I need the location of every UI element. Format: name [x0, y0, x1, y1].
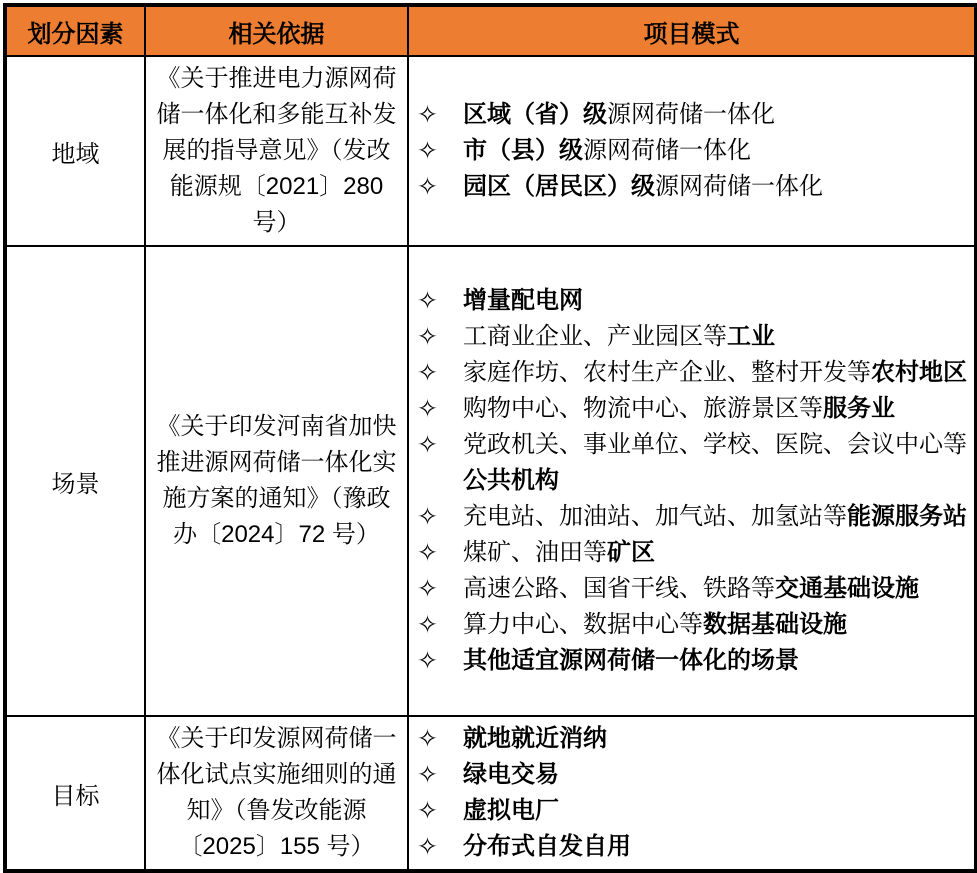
- header-related-basis: 相关依据: [145, 5, 408, 56]
- mode-text-bold: 增量配电网: [463, 287, 583, 314]
- diamond-bullet-icon: ✧: [417, 797, 438, 825]
- mode-list-item: [415, 571, 968, 607]
- factor-cell: 地域: [5, 56, 145, 246]
- mode-list-item: [415, 319, 968, 355]
- diamond-bullet-icon: ✧: [417, 725, 438, 753]
- table-row: [5, 716, 976, 871]
- mode-text: 高速公路、国省干线、铁路等: [463, 575, 775, 602]
- mode-text-bold: 绿电交易: [463, 761, 559, 788]
- header-row: [5, 5, 976, 56]
- project-mode-table: [3, 3, 977, 873]
- mode-text: 源网荷储一体化: [583, 137, 751, 164]
- mode-text: 源网荷储一体化: [655, 173, 823, 200]
- mode-text-bold: 服务业: [823, 395, 895, 422]
- mode-list-item: [415, 169, 968, 205]
- diamond-bullet-icon: ✧: [417, 101, 438, 129]
- mode-list: [415, 97, 968, 205]
- mode-text-bold: 能源服务站: [847, 503, 967, 530]
- modes-cell: [408, 246, 976, 716]
- mode-text-bold: 交通基础设施: [775, 575, 919, 602]
- mode-text: 源网荷储一体化: [607, 101, 775, 128]
- mode-list-item: [415, 535, 968, 571]
- mode-text-bold: 公共机构: [463, 467, 559, 494]
- mode-list: [415, 721, 968, 865]
- mode-list-item: [415, 97, 968, 133]
- basis-cell: 《关于印发源网荷储一体化试点实施细则的通知》（鲁发改能源〔2025〕155 号）: [145, 716, 408, 871]
- mode-list-item: [415, 391, 968, 427]
- mode-text: 煤矿、油田等: [463, 539, 607, 566]
- mode-list-item: [415, 499, 968, 535]
- mode-text-bold: 区域（省）级: [463, 101, 607, 128]
- mode-text-bold: 市（县）级: [463, 137, 583, 164]
- mode-list-item: [415, 829, 968, 865]
- basis-cell: 《关于推进电力源网荷储一体化和多能互补发展的指导意见》（发改能源规〔2021〕280 号）: [145, 56, 408, 246]
- mode-text-bold: 数据基础设施: [703, 611, 847, 638]
- diamond-bullet-icon: ✧: [417, 137, 438, 165]
- diamond-bullet-icon: ✧: [417, 575, 438, 603]
- factor-cell: 场景: [5, 246, 145, 716]
- header-division-factor: 划分因素: [5, 5, 145, 56]
- diamond-bullet-icon: ✧: [417, 287, 438, 315]
- mode-list-item: [415, 427, 968, 499]
- mode-text: 算力中心、数据中心等: [463, 611, 703, 638]
- mode-list-item: [415, 643, 968, 679]
- mode-list-item: [415, 283, 968, 319]
- basis-cell: 《关于印发河南省加快推进源网荷储一体化实施方案的通知》（豫政办〔2024〕72 号）: [145, 246, 408, 716]
- diamond-bullet-icon: ✧: [417, 431, 438, 459]
- mode-text-bold: 园区（居民区）级: [463, 173, 655, 200]
- table-row: [5, 246, 976, 716]
- diamond-bullet-icon: ✧: [417, 323, 438, 351]
- mode-list-item: [415, 607, 968, 643]
- modes-cell: [408, 716, 976, 871]
- mode-text-bold: 就地就近消纳: [463, 725, 607, 752]
- mode-text: 工商业企业、产业园区等: [463, 323, 727, 350]
- mode-list-item: [415, 757, 968, 793]
- mode-text: 购物中心、物流中心、旅游景区等: [463, 395, 823, 422]
- diamond-bullet-icon: ✧: [417, 395, 438, 423]
- diamond-bullet-icon: ✧: [417, 611, 438, 639]
- mode-text: 充电站、加油站、加气站、加氢站等: [463, 503, 847, 530]
- mode-text-bold: 工业: [727, 323, 775, 350]
- table-row: [5, 56, 976, 246]
- mode-text-bold: 其他适宜源网荷储一体化的场景: [463, 647, 799, 674]
- diamond-bullet-icon: ✧: [417, 539, 438, 567]
- factor-cell: 目标: [5, 716, 145, 871]
- diamond-bullet-icon: ✧: [417, 833, 438, 861]
- mode-text: 家庭作坊、农村生产企业、整村开发等: [463, 359, 871, 386]
- mode-list-item: [415, 133, 968, 169]
- mode-text-bold: 虚拟电厂: [463, 797, 559, 824]
- diamond-bullet-icon: ✧: [417, 647, 438, 675]
- mode-list-item: [415, 355, 968, 391]
- mode-text-bold: 农村地区: [871, 359, 967, 386]
- diamond-bullet-icon: ✧: [417, 173, 438, 201]
- mode-list-item: [415, 793, 968, 829]
- mode-text-bold: 分布式自发自用: [463, 833, 631, 860]
- modes-cell: [408, 56, 976, 246]
- mode-text-bold: 矿区: [607, 539, 655, 566]
- diamond-bullet-icon: ✧: [417, 503, 438, 531]
- diamond-bullet-icon: ✧: [417, 359, 438, 387]
- mode-list-item: [415, 721, 968, 757]
- mode-text: 党政机关、事业单位、学校、医院、会议中心等: [463, 431, 967, 458]
- diamond-bullet-icon: ✧: [417, 761, 438, 789]
- header-project-mode: 项目模式: [408, 5, 976, 56]
- mode-list: [415, 283, 968, 679]
